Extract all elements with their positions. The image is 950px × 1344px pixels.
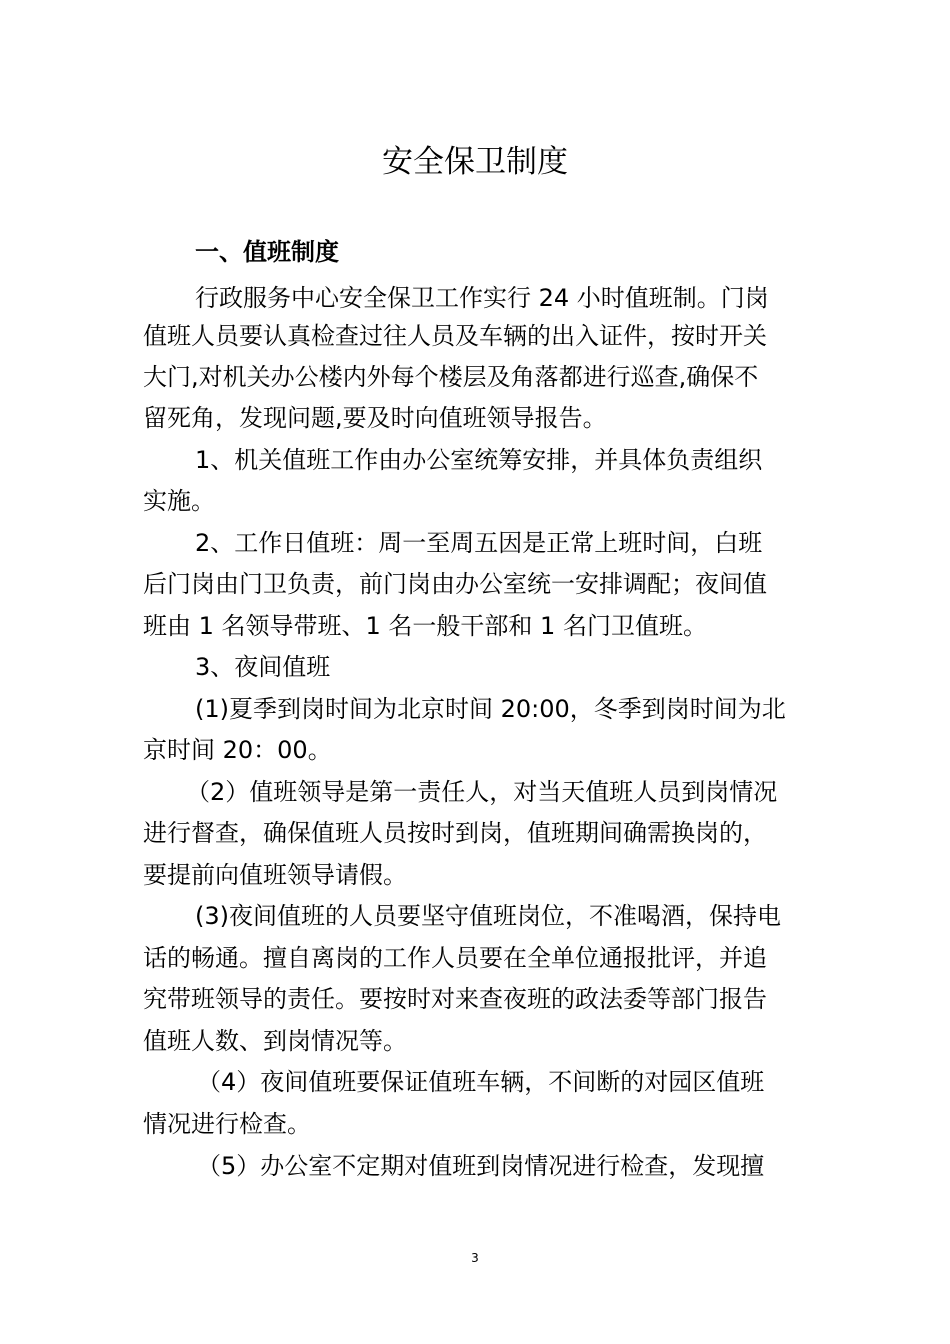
- paragraph-line: 大门,对机关办公楼内外每个楼层及角落都进行巡查,确保不: [143, 363, 759, 391]
- paragraph-line: 3、夜间值班: [195, 653, 331, 681]
- paragraph-line: 究带班领导的责任。要按时对来查夜班的政法委等部门报告: [143, 985, 767, 1013]
- paragraph-line: （5）办公室不定期对值班到岗情况进行检查，发现擅: [197, 1152, 765, 1180]
- paragraph-line: (3)夜间值班的人员要坚守值班岗位，不准喝酒，保持电: [195, 902, 781, 930]
- paragraph-line: 进行督查，确保值班人员按时到岗，值班期间确需换岗的，: [143, 819, 767, 847]
- paragraph-line: (1)夏季到岗时间为北京时间 20:00，冬季到岗时间为北: [195, 695, 786, 723]
- paragraph-line: 要提前向值班领导请假。: [143, 861, 407, 889]
- paragraph-line: 留死角，发现问题,要及时向值班领导报告。: [143, 404, 607, 432]
- paragraph-line: 班由 1 名领导带班、1 名一般干部和 1 名门卫值班。: [143, 612, 707, 640]
- paragraph-line: 情况进行检查。: [143, 1110, 311, 1138]
- paragraph-line: 值班人数、到岗情况等。: [143, 1027, 407, 1055]
- paragraph-line: （2）值班领导是第一责任人，对当天值班人员到岗情况: [186, 778, 778, 806]
- page-number: 3: [471, 1251, 479, 1265]
- paragraph-line: 话的畅通。擅自离岗的工作人员要在全单位通报批评，并追: [143, 944, 767, 972]
- paragraph-line: 值班人员要认真检查过往人员及车辆的出入证件，按时开关: [143, 322, 767, 350]
- paragraph-line: 京时间 20：00。: [143, 736, 332, 764]
- section-heading: 一、值班制度: [195, 238, 339, 266]
- page-title: 安全保卫制度: [382, 144, 568, 180]
- paragraph-line: 后门岗由门卫负责，前门岗由办公室统一安排调配；夜间值: [143, 570, 767, 598]
- paragraph-line: （4）夜间值班要保证值班车辆，不间断的对园区值班: [197, 1068, 765, 1096]
- paragraph-line: 1、机关值班工作由办公室统筹安排，并具体负责组织: [195, 446, 763, 474]
- paragraph-line: 实施。: [143, 487, 215, 515]
- paragraph-line: 2、工作日值班：周一至周五因是正常上班时间，白班: [195, 529, 763, 557]
- paragraph-line: 行政服务中心安全保卫工作实行 24 小时值班制。门岗: [195, 284, 769, 312]
